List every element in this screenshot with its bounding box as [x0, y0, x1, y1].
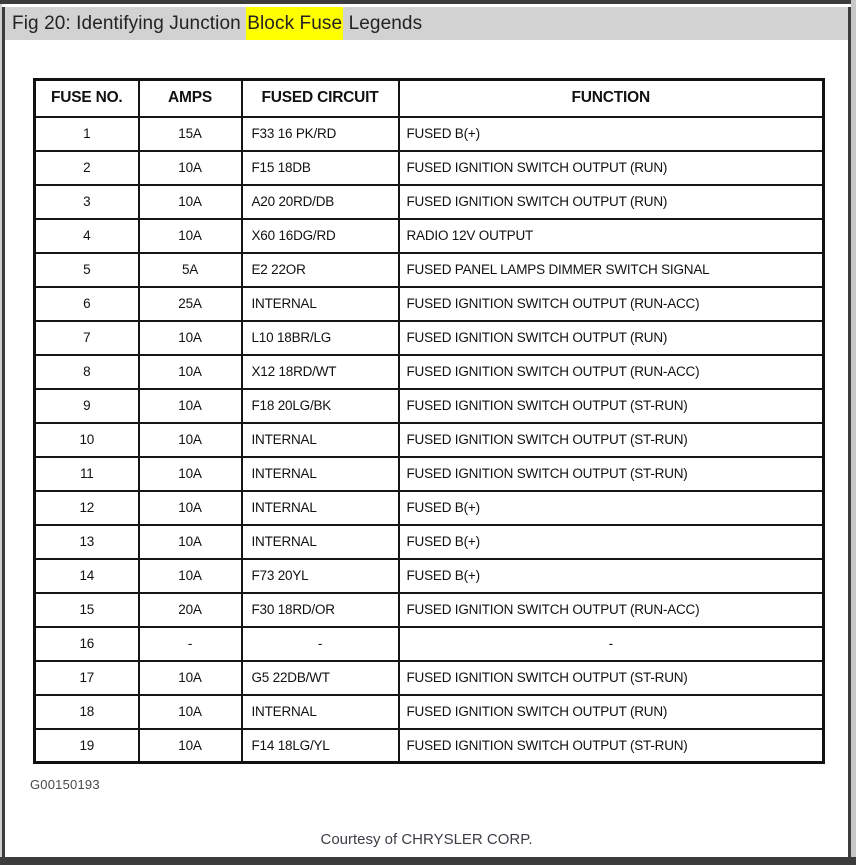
fuse-no-cell: 5	[35, 253, 139, 287]
amps-cell: 10A	[139, 389, 242, 423]
table-row	[35, 355, 824, 389]
function-cell: FUSED IGNITION SWITCH OUTPUT (RUN)	[399, 185, 824, 219]
circuit-cell: INTERNAL	[242, 491, 399, 525]
circuit-cell: G5 22DB/WT	[242, 661, 399, 695]
table-row	[35, 185, 824, 219]
amps-cell: 10A	[139, 423, 242, 457]
function-cell: FUSED B(+)	[399, 117, 824, 151]
circuit-cell: INTERNAL	[242, 287, 399, 321]
amps-cell: 10A	[139, 151, 242, 185]
function-cell: FUSED IGNITION SWITCH OUTPUT (ST-RUN)	[399, 389, 824, 423]
page-right-border	[848, 7, 851, 857]
table-row	[35, 627, 824, 661]
function-cell: FUSED IGNITION SWITCH OUTPUT (RUN)	[399, 321, 824, 355]
circuit-cell: INTERNAL	[242, 457, 399, 491]
header-fuse-no: FUSE NO.	[35, 80, 139, 117]
table-row	[35, 287, 824, 321]
fuse-no-cell: 12	[35, 491, 139, 525]
fuse-no-cell: 11	[35, 457, 139, 491]
function-cell: FUSED B(+)	[399, 525, 824, 559]
table-row	[35, 695, 824, 729]
table-row	[35, 491, 824, 525]
fuse-no-cell: 16	[35, 627, 139, 661]
table-row	[35, 457, 824, 491]
fuse-no-cell: 18	[35, 695, 139, 729]
fuse-no-cell: 6	[35, 287, 139, 321]
fuse-no-cell: 19	[35, 729, 139, 763]
function-cell: RADIO 12V OUTPUT	[399, 219, 824, 253]
courtesy-line: Courtesy of CHRYSLER CORP.	[320, 831, 533, 848]
function-cell: FUSED IGNITION SWITCH OUTPUT (RUN-ACC)	[399, 287, 824, 321]
fuse-legend-table	[33, 78, 825, 764]
fuse-no-cell: 13	[35, 525, 139, 559]
circuit-cell: INTERNAL	[242, 525, 399, 559]
amps-cell: 10A	[139, 355, 242, 389]
fuse-no-cell: 9	[35, 389, 139, 423]
table-row	[35, 321, 824, 355]
amps-cell: 5A	[139, 253, 242, 287]
table-row	[35, 593, 824, 627]
function-cell: FUSED IGNITION SWITCH OUTPUT (RUN)	[399, 151, 824, 185]
amps-cell: 10A	[139, 525, 242, 559]
fuse-table-body	[35, 117, 824, 763]
amps-cell: 10A	[139, 321, 242, 355]
table-row	[35, 219, 824, 253]
table-row	[35, 559, 824, 593]
circuit-cell: F18 20LG/BK	[242, 389, 399, 423]
amps-cell: 25A	[139, 287, 242, 321]
table-row	[35, 117, 824, 151]
function-cell: FUSED IGNITION SWITCH OUTPUT (ST-RUN)	[399, 729, 824, 763]
amps-cell: 10A	[139, 661, 242, 695]
caption-text-suffix: Legends	[343, 13, 423, 34]
table-row	[35, 525, 824, 559]
circuit-cell: E2 22OR	[242, 253, 399, 287]
caption-text-prefix: Fig 20: Identifying Junction	[12, 13, 247, 34]
table-row	[35, 151, 824, 185]
fuse-no-cell: 4	[35, 219, 139, 253]
circuit-cell: F73 20YL	[242, 559, 399, 593]
fuse-no-cell: 10	[35, 423, 139, 457]
circuit-cell: -	[242, 627, 399, 661]
fuse-no-cell: 1	[35, 117, 139, 151]
table-row	[35, 661, 824, 695]
circuit-cell: INTERNAL	[242, 423, 399, 457]
function-cell: FUSED PANEL LAMPS DIMMER SWITCH SIGNAL	[399, 253, 824, 287]
fuse-no-cell: 14	[35, 559, 139, 593]
circuit-cell: F33 16 PK/RD	[242, 117, 399, 151]
figure-caption-bar	[5, 7, 848, 40]
function-cell: FUSED IGNITION SWITCH OUTPUT (RUN-ACC)	[399, 593, 824, 627]
circuit-cell: X60 16DG/RD	[242, 219, 399, 253]
amps-cell: 10A	[139, 559, 242, 593]
amps-cell: 10A	[139, 219, 242, 253]
table-row	[35, 729, 824, 763]
right-edge-margin	[851, 0, 856, 865]
fuse-no-cell: 3	[35, 185, 139, 219]
circuit-cell: L10 18BR/LG	[242, 321, 399, 355]
circuit-cell: F15 18DB	[242, 151, 399, 185]
fuse-no-cell: 8	[35, 355, 139, 389]
circuit-cell: F30 18RD/OR	[242, 593, 399, 627]
amps-cell: 10A	[139, 695, 242, 729]
amps-cell: 10A	[139, 457, 242, 491]
fuse-no-cell: 17	[35, 661, 139, 695]
figure-id: G00150193	[30, 777, 100, 792]
amps-cell: 10A	[139, 491, 242, 525]
table-row	[35, 423, 824, 457]
function-cell: -	[399, 627, 824, 661]
fuse-no-cell: 2	[35, 151, 139, 185]
function-cell: FUSED B(+)	[399, 491, 824, 525]
function-cell: FUSED IGNITION SWITCH OUTPUT (RUN-ACC)	[399, 355, 824, 389]
header-amps: AMPS	[139, 80, 242, 117]
table-header-row	[35, 80, 824, 117]
caption-highlight: Block Fuse	[246, 7, 343, 40]
fuse-no-cell: 15	[35, 593, 139, 627]
amps-cell: -	[139, 627, 242, 661]
page-left-border	[2, 7, 5, 857]
bottom-border-strip	[0, 857, 856, 865]
amps-cell: 20A	[139, 593, 242, 627]
table-row	[35, 253, 824, 287]
circuit-cell: A20 20RD/DB	[242, 185, 399, 219]
circuit-cell: INTERNAL	[242, 695, 399, 729]
header-function: FUNCTION	[399, 80, 824, 117]
top-border-strip	[0, 0, 851, 4]
fuse-no-cell: 7	[35, 321, 139, 355]
amps-cell: 15A	[139, 117, 242, 151]
circuit-cell: X12 18RD/WT	[242, 355, 399, 389]
function-cell: FUSED IGNITION SWITCH OUTPUT (RUN)	[399, 695, 824, 729]
function-cell: FUSED IGNITION SWITCH OUTPUT (ST-RUN)	[399, 661, 824, 695]
table-row	[35, 389, 824, 423]
function-cell: FUSED IGNITION SWITCH OUTPUT (ST-RUN)	[399, 423, 824, 457]
function-cell: FUSED IGNITION SWITCH OUTPUT (ST-RUN)	[399, 457, 824, 491]
circuit-cell: F14 18LG/YL	[242, 729, 399, 763]
function-cell: FUSED B(+)	[399, 559, 824, 593]
amps-cell: 10A	[139, 729, 242, 763]
header-fused-circuit: FUSED CIRCUIT	[242, 80, 399, 117]
amps-cell: 10A	[139, 185, 242, 219]
